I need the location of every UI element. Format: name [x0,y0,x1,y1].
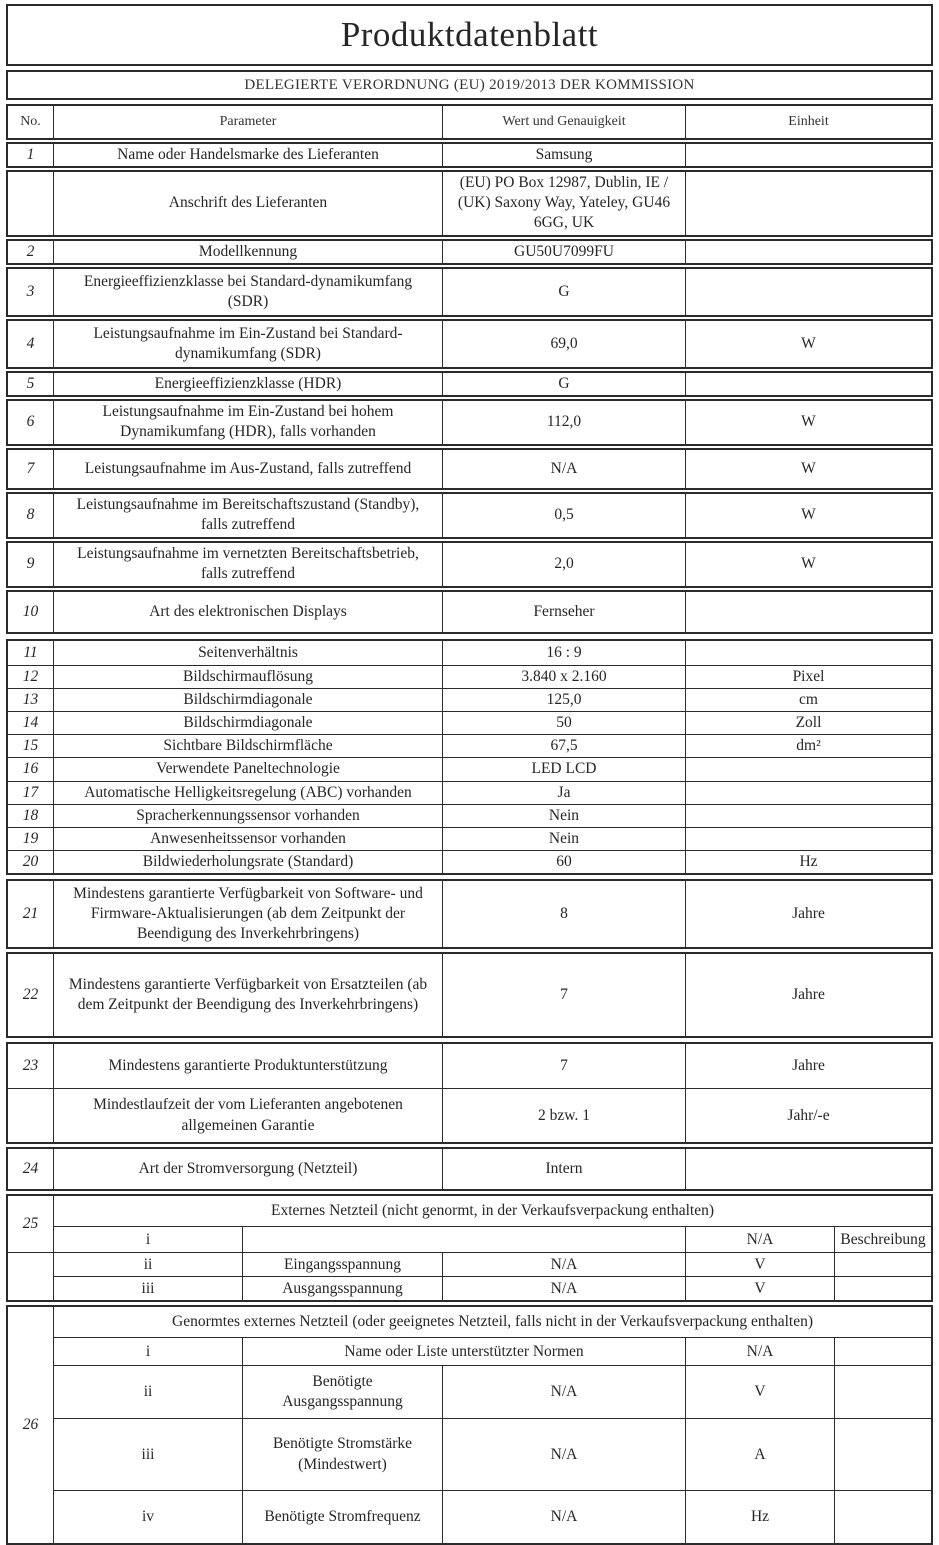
parameter-cell: Mindestens garantierte Produktunterstützung [53,1044,442,1088]
table-row [8,757,931,780]
parameter-cell: Leistungsaufnahme im vernetzten Bereitschaftsbetrieb, falls zutreffend [53,543,442,586]
table-row [6,879,933,949]
unit-cell: W [685,450,931,488]
value-cell: G [442,269,685,315]
unit-cell [685,828,931,850]
unit-cell: cm [685,689,931,711]
value-cell: N/A [442,1252,685,1276]
table-row [8,1088,931,1142]
unit-cell: Jahr/-e [685,1089,931,1142]
header-value: Wert und Genauigkeit [442,106,685,138]
row-number: 13 [22,690,39,708]
row-number: 20 [22,852,39,870]
row-number: 7 [26,459,35,477]
parameter-cell: Benötigte Ausgangsspannung [242,1365,442,1418]
row-number: 11 [23,643,38,661]
value-cell: 7 [442,954,685,1036]
table-row [8,1044,931,1088]
table-row [8,804,931,827]
section-header: Externes Netzteil (nicht genormt, in der Verkaufsverpackung enthalten) [53,1196,931,1226]
value-cell: N/A [442,1276,685,1300]
unit-cell: A [685,1418,834,1490]
value-cell: 2,0 [442,543,685,586]
parameter-cell: Benötigte Stromstärke (Mindestwert) [242,1418,442,1490]
subtitle-box [6,70,933,100]
value-cell: 67,5 [442,735,685,757]
unit-cell: Jahre [685,881,931,947]
value-cell: 8 [442,881,685,947]
row-number: 21 [22,905,39,923]
header-parameter: Parameter [53,106,442,138]
table-row [6,267,933,317]
parameter-cell: Leistungsaufnahme im Aus-Zustand, falls zutreffend [53,450,442,488]
parameter-cell: Energieeffizienzklasse (HDR) [53,373,442,395]
unit-cell: Zoll [685,712,931,734]
parameter-cell: Mindestens garantierte Verfügbarkeit von Ersatzteilen (ab dem Zeitpunkt der Beendigung des Inverkehrbringens) [53,954,442,1036]
description-cell [834,1252,931,1276]
table-row [6,448,933,490]
unit-cell [685,269,931,315]
unit-cell: Pixel [685,666,931,688]
table-row [8,665,931,688]
value-cell: 0,5 [442,494,685,537]
section-header: Genormtes externes Netzteil (oder geeignetes Netzteil, falls nicht in der Verkaufsverpackung enthalten) [53,1307,931,1337]
sub-index-cell: ii [53,1365,242,1418]
sub-index-cell: iv [53,1490,242,1543]
sub-index-cell: iii [53,1418,242,1490]
value-cell: 3.840 x 2.160 [442,666,685,688]
table-row [6,399,933,446]
value-cell: 125,0 [442,689,685,711]
table-row [6,590,933,634]
row-number [8,1089,53,1142]
parameter-cell: Spracherkennungssensor vorhanden [53,805,442,827]
parameter-cell: Eingangsspannung [242,1252,442,1276]
description-cell [834,1418,931,1490]
value-cell: N/A [685,1337,834,1365]
row-number: 4 [26,334,35,352]
unit-cell: Hz [685,851,931,873]
header-no: No. [20,113,41,129]
parameter-cell: Seitenverhältnis [53,641,442,665]
regulation-subtitle: DELEGIERTE VERORDNUNG (EU) 2019/2013 DER KOMMISSION [244,76,695,93]
table-row [6,952,933,1038]
row-number: 9 [26,555,35,573]
unit-cell [685,641,931,665]
value-cell: N/A [442,1365,685,1418]
row-number: 3 [26,282,35,300]
unit-cell: V [685,1365,834,1418]
description-cell [834,1490,931,1543]
unit-cell: Jahre [685,954,931,1036]
value-cell: 60 [442,851,685,873]
table-row [8,781,931,804]
parameter-cell: Bildwiederholungsrate (Standard) [53,851,442,873]
header-unit: Einheit [685,106,931,138]
title-box [6,4,933,66]
unit-cell: dm² [685,735,931,757]
table-row [8,688,931,711]
value-cell: 112,0 [442,401,685,444]
parameter-cell: Modellkennung [53,241,442,263]
row-number: 26 [22,1416,39,1434]
description-cell [834,1276,931,1300]
parameter-cell: Sichtbare Bildschirmfläche [53,735,442,757]
table-row [6,142,933,168]
table-row [6,319,933,369]
unit-cell [685,782,931,804]
table-row [6,371,933,397]
sub-index-cell: i [53,1337,242,1365]
table-group-11-20 [6,639,933,875]
value-cell: 2 bzw. 1 [442,1089,685,1142]
parameter-cell: Bildschirmdiagonale [53,712,442,734]
parameter-cell: Verwendete Paneltechnologie [53,758,442,780]
table-row [8,641,931,665]
unit-cell [685,592,931,632]
row-number: 19 [22,829,39,847]
table-row [8,711,931,734]
value-cell: 50 [442,712,685,734]
unit-cell: W [685,321,931,367]
value-cell: Nein [442,828,685,850]
parameter-cell: Name oder Handelsmarke des Lieferanten [53,144,442,166]
value-cell: Intern [442,1149,685,1189]
row-number: 16 [22,760,39,778]
table-header-row [6,104,933,140]
parameter-cell: Name oder Liste unterstützter Normen [242,1337,685,1365]
parameter-cell: Art der Stromversorgung (Netzteil) [53,1149,442,1189]
section-26 [6,1305,933,1545]
value-cell: (EU) PO Box 12987, Dublin, IE / (UK) Saxony Way, Yateley, GU46 6GG, UK [442,172,685,234]
value-cell: N/A [442,450,685,488]
row-number: 12 [22,667,39,685]
table-row [6,1147,933,1191]
unit-cell: Jahre [685,1044,931,1088]
row-number [8,172,53,234]
row-number: 14 [22,714,39,732]
description-cell [834,1337,931,1365]
sub-index-cell: ii [53,1252,242,1276]
unit-cell [685,1149,931,1189]
row-number: 6 [26,413,35,431]
table-row [8,850,931,873]
row-number: 18 [22,806,39,824]
row-number: 8 [26,506,35,524]
table-row [8,734,931,757]
value-cell: LED LCD [442,758,685,780]
unit-cell: V [685,1252,834,1276]
row-number: 5 [26,374,35,392]
row-number [8,1252,53,1300]
table-row [6,492,933,539]
parameter-cell: Leistungsaufnahme im Ein-Zustand bei Standard-dynamikumfang (SDR) [53,321,442,367]
value-cell: 69,0 [442,321,685,367]
row-number: 22 [22,986,39,1004]
unit-cell: V [685,1276,834,1300]
sub-index-cell: iii [53,1276,242,1300]
row-number: 25 [22,1215,39,1233]
value-cell: G [442,373,685,395]
table-row [6,541,933,588]
parameter-cell: Energieeffizienzklasse bei Standard-dynamikumfang (SDR) [53,269,442,315]
unit-cell [685,241,931,263]
parameter-cell: Automatische Helligkeitsregelung (ABC) vorhanden [53,782,442,804]
parameter-cell: Ausgangsspannung [242,1276,442,1300]
row-number: 23 [22,1057,39,1075]
unit-cell: Hz [685,1490,834,1543]
value-cell: N/A [442,1418,685,1490]
value-cell: 16 : 9 [442,641,685,665]
parameter-cell: Art des elektronischen Displays [53,592,442,632]
table-row [6,239,933,265]
parameter-cell: Anschrift des Lieferanten [53,172,442,234]
row-number: 1 [26,146,35,163]
row-number: 17 [22,783,39,801]
row-number: 10 [22,602,39,620]
section-25 [6,1194,933,1302]
value-cell: 7 [442,1044,685,1088]
unit-cell [685,172,931,234]
value-cell: Samsung [442,144,685,166]
page-title: Produktdatenblatt [340,15,599,54]
unit-cell: W [685,543,931,586]
value-cell: N/A [685,1226,834,1252]
unit-cell [685,805,931,827]
description-cell [834,1365,931,1418]
unit-cell [685,373,931,395]
unit-cell [685,144,931,166]
sub-index-cell: i [53,1226,242,1252]
parameter-cell: Mindestens garantierte Verfügbarkeit von Software- und Firmware-Aktualisierungen (ab dem Zeitpunkt der Beendigung des Inverkehrbringens) [53,881,442,947]
row-number: 24 [22,1160,39,1178]
unit-cell: W [685,401,931,444]
value-cell: N/A [442,1490,685,1543]
value-cell: Ja [442,782,685,804]
parameter-cell: Bildschirmauflösung [53,666,442,688]
parameter-cell: Bildschirmdiagonale [53,689,442,711]
value-cell: GU50U7099FU [442,241,685,263]
blank-cell [242,1226,685,1252]
parameter-cell: Benötigte Stromfrequenz [242,1490,442,1543]
table-row [8,827,931,850]
value-cell: Fernseher [442,592,685,632]
unit-cell [685,758,931,780]
description-cell: Beschreibung [834,1226,931,1252]
parameter-cell: Leistungsaufnahme im Bereitschaftszustand (Standby), falls zutreffend [53,494,442,537]
parameter-cell: Anwesenheitssensor vorhanden [53,828,442,850]
parameter-cell: Mindestlaufzeit der vom Lieferanten angebotenen allgemeinen Garantie [53,1089,442,1142]
table-group-23 [6,1042,933,1144]
row-number: 2 [26,242,35,260]
value-cell: Nein [442,805,685,827]
parameter-cell: Leistungsaufnahme im Ein-Zustand bei hohem Dynamikumfang (HDR), falls vorhanden [53,401,442,444]
unit-cell: W [685,494,931,537]
table-row [6,170,933,236]
row-number: 15 [22,737,39,755]
